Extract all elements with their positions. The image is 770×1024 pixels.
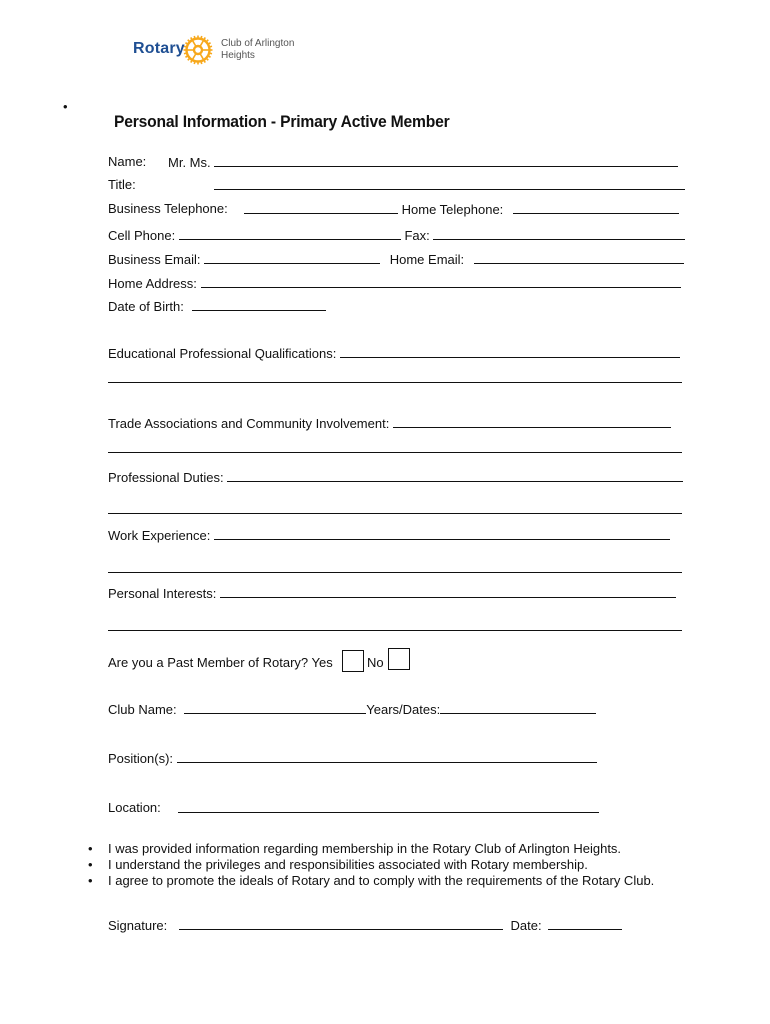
location-row bbox=[108, 800, 161, 816]
cell-fax-row bbox=[108, 227, 685, 244]
positions-field[interactable] bbox=[177, 750, 597, 763]
signature-field[interactable] bbox=[179, 917, 503, 930]
positions-row bbox=[108, 750, 597, 767]
acknowledgement-text: I understand the privileges and responsibilities associated with Rotary membership. bbox=[108, 857, 588, 872]
title-field[interactable] bbox=[214, 177, 685, 190]
work-experience-field-line-2[interactable] bbox=[108, 560, 682, 573]
duties-line-2-wrap bbox=[108, 501, 682, 518]
past-member-no-label: No bbox=[367, 655, 384, 670]
location-label: Location: bbox=[108, 800, 161, 815]
club-name-field[interactable] bbox=[184, 701, 366, 714]
signature-label: Signature: bbox=[108, 918, 168, 933]
telephone-row bbox=[108, 201, 228, 217]
business-telephone-wrap bbox=[244, 201, 679, 218]
interests-field[interactable] bbox=[220, 585, 676, 598]
past-member-row bbox=[108, 655, 333, 671]
fax-field[interactable] bbox=[433, 227, 685, 240]
cell-phone-label: Cell Phone: bbox=[108, 228, 176, 243]
no-label-wrap bbox=[367, 655, 384, 671]
business-email-field[interactable] bbox=[204, 251, 380, 264]
years-dates-field[interactable] bbox=[440, 701, 596, 714]
duties-field-line-2[interactable] bbox=[108, 501, 682, 514]
trade-field-line-2[interactable] bbox=[108, 440, 682, 453]
club-line-1: Club of Arlington bbox=[221, 38, 295, 49]
club-line-2: Heights bbox=[221, 50, 255, 61]
club-name-row bbox=[108, 701, 596, 718]
interests-row bbox=[108, 585, 676, 602]
trade-field[interactable] bbox=[393, 415, 671, 428]
acknowledgement-text: I was provided information regarding membership in the Rotary Club of Arlington Heights. bbox=[108, 841, 622, 856]
home-address-label: Home Address: bbox=[108, 276, 197, 291]
dob-row bbox=[108, 298, 326, 315]
title-row bbox=[108, 177, 136, 193]
cell-phone-field[interactable] bbox=[179, 227, 401, 240]
business-telephone-label: Business Telephone: bbox=[108, 201, 228, 216]
rotary-wordmark: Rotary bbox=[133, 40, 185, 57]
bullet-icon: • bbox=[88, 841, 93, 856]
stray-bullet: • bbox=[63, 99, 68, 114]
acknowledgement-item bbox=[88, 841, 654, 857]
fax-label: Fax: bbox=[404, 228, 430, 243]
trade-line-2-wrap bbox=[108, 440, 682, 457]
years-dates-label: Years/Dates: bbox=[366, 702, 441, 717]
bullet-icon: • bbox=[88, 857, 93, 872]
form-title: Personal Information - Primary Active Member bbox=[114, 112, 450, 131]
work-experience-field[interactable] bbox=[214, 527, 670, 540]
home-telephone-field[interactable] bbox=[513, 201, 679, 214]
date-of-birth-field[interactable] bbox=[192, 298, 326, 311]
past-member-no-checkbox[interactable] bbox=[388, 648, 410, 670]
location-field[interactable] bbox=[178, 800, 599, 813]
work-experience-label: Work Experience: bbox=[108, 528, 211, 543]
name-row bbox=[108, 154, 146, 170]
home-email-field[interactable] bbox=[474, 251, 684, 264]
name-prefix-row bbox=[168, 154, 678, 171]
work-experience-line-2-wrap bbox=[108, 560, 682, 577]
acknowledgement-list bbox=[88, 841, 654, 889]
date-label: Date: bbox=[510, 918, 542, 933]
title-field-wrap bbox=[214, 177, 685, 194]
rotary-wheel-icon bbox=[183, 35, 213, 65]
trade-row bbox=[108, 415, 671, 432]
education-line-2-wrap bbox=[108, 370, 682, 387]
bullet-icon: • bbox=[88, 873, 93, 888]
club-name-logo-text bbox=[221, 38, 341, 62]
interests-field-line-2[interactable] bbox=[108, 618, 682, 631]
past-member-label: Are you a Past Member of Rotary? Yes bbox=[108, 655, 333, 670]
business-email-label: Business Email: bbox=[108, 252, 201, 267]
interests-line-2-wrap bbox=[108, 618, 682, 635]
date-of-birth-label: Date of Birth: bbox=[108, 299, 184, 314]
date-field[interactable] bbox=[548, 917, 622, 930]
duties-field[interactable] bbox=[227, 469, 683, 482]
trade-label: Trade Associations and Community Involvement: bbox=[108, 416, 390, 431]
club-name-label: Club Name: bbox=[108, 702, 177, 717]
interests-label: Personal Interests: bbox=[108, 586, 217, 601]
duties-label: Professional Duties: bbox=[108, 470, 224, 485]
signature-row bbox=[108, 917, 622, 934]
location-field-wrap bbox=[178, 800, 599, 817]
business-telephone-field[interactable] bbox=[244, 201, 398, 214]
acknowledgement-item bbox=[88, 857, 654, 873]
name-label: Name: bbox=[108, 154, 147, 169]
education-field-line-2[interactable] bbox=[108, 370, 682, 383]
education-row bbox=[108, 345, 680, 362]
work-experience-row bbox=[108, 527, 670, 544]
title-label: Title: bbox=[108, 177, 136, 192]
positions-label: Position(s): bbox=[108, 751, 174, 766]
education-label: Educational Professional Qualifications: bbox=[108, 346, 337, 361]
acknowledgement-text: I agree to promote the ideals of Rotary and to comply with the requirements of the Rotary Club. bbox=[108, 873, 655, 888]
name-prefix: Mr. Ms. bbox=[168, 155, 211, 170]
acknowledgement-item bbox=[88, 873, 654, 889]
duties-row bbox=[108, 469, 683, 486]
education-field[interactable] bbox=[340, 345, 680, 358]
home-address-row bbox=[108, 275, 681, 292]
name-field[interactable] bbox=[214, 154, 678, 167]
home-email-label: Home Email: bbox=[389, 252, 465, 267]
home-telephone-label: Home Telephone: bbox=[401, 202, 504, 217]
home-address-field[interactable] bbox=[201, 275, 681, 288]
past-member-yes-checkbox[interactable] bbox=[342, 650, 364, 672]
email-row bbox=[108, 251, 684, 268]
